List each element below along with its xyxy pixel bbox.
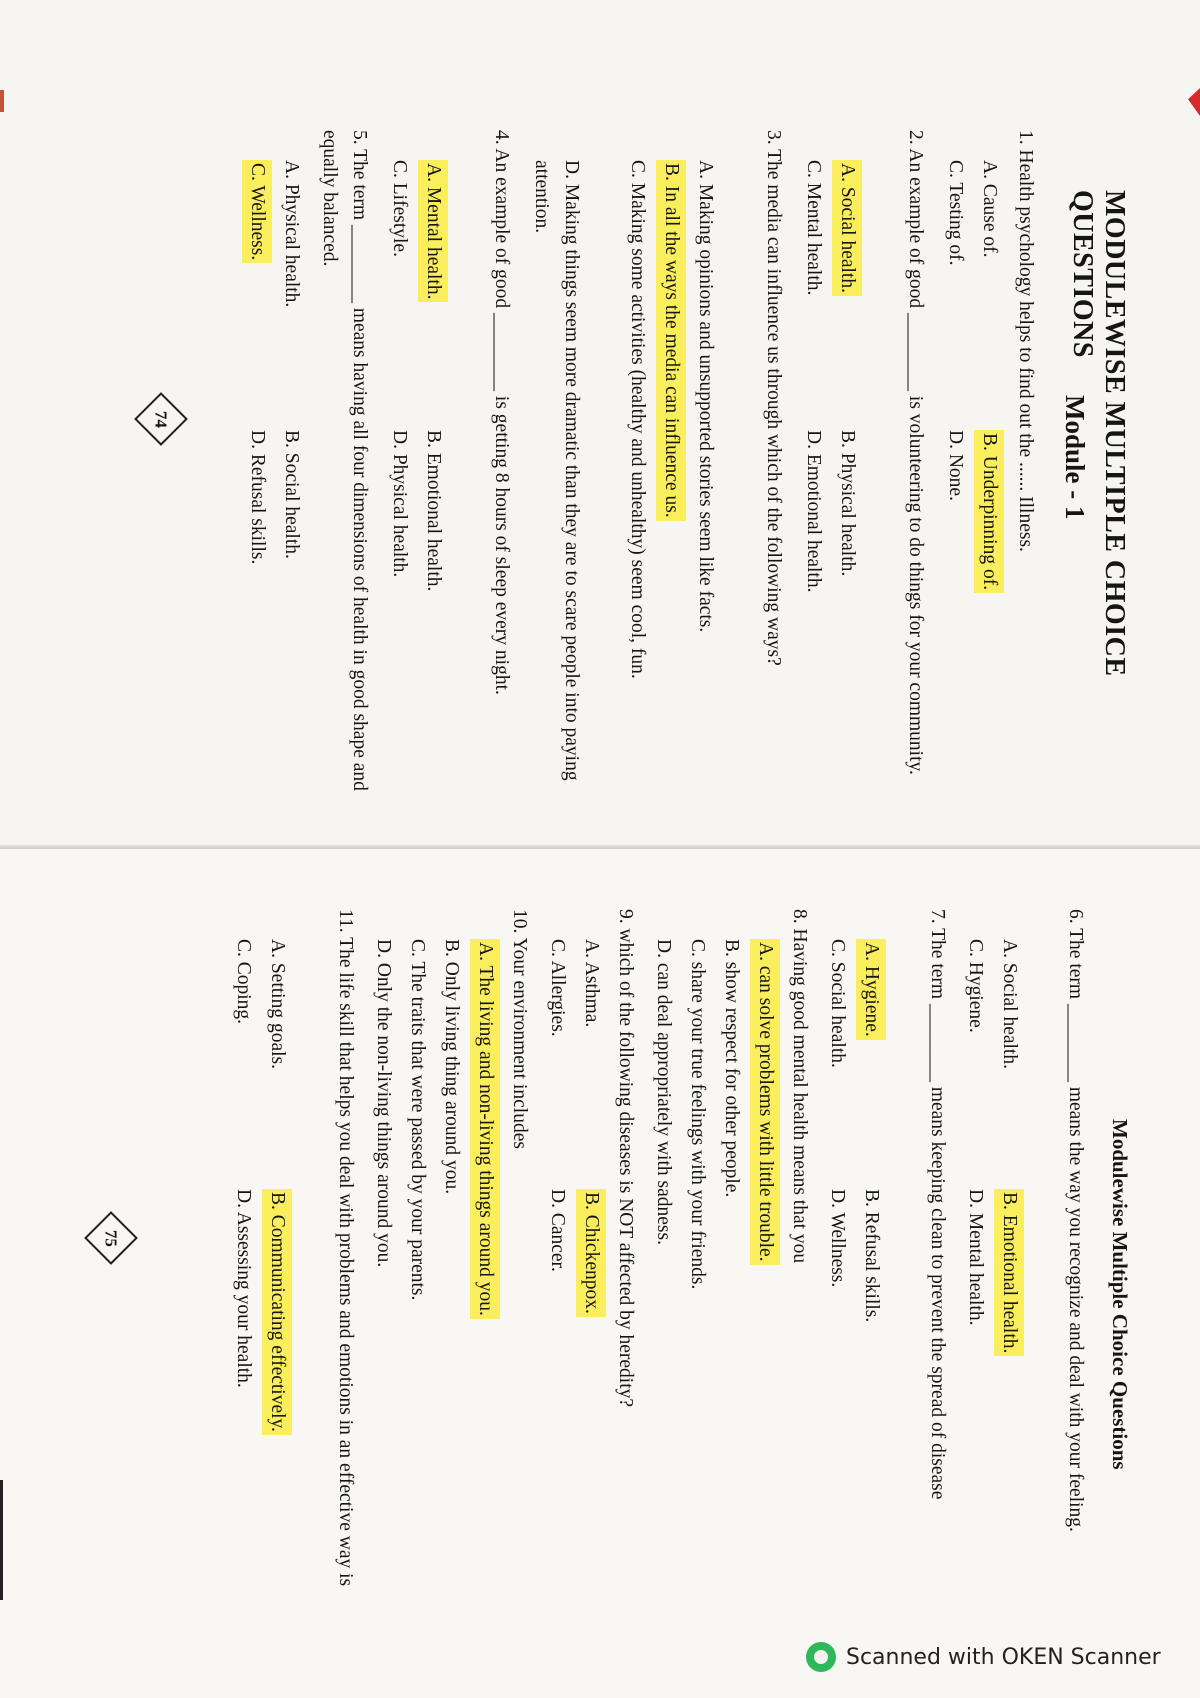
option-9b-answer: B. Chickenpox. — [576, 1189, 606, 1317]
option-1b-answer: B. Underpinning of. — [974, 430, 1004, 593]
question-10: 10. Your environment includes — [509, 909, 530, 1149]
option-5d: D. Refusal skills. — [247, 430, 268, 565]
option-6a: A. Social health. — [999, 939, 1020, 1069]
option-9a: A. Asthma. — [581, 939, 602, 1028]
option-6d: D. Mental health. — [965, 1189, 986, 1326]
option-7c: C. Social health. — [827, 939, 848, 1068]
option-10c: C. The traits that were passed by your parents. — [407, 939, 428, 1301]
option-11a: A. Setting goals. — [267, 939, 288, 1069]
option-8b: B. show respect for other people. — [721, 939, 742, 1198]
option-8a-answer: A. can solve problems with little trouble. — [750, 939, 780, 1265]
option-11d: D. Assessing your health. — [233, 1189, 254, 1388]
right-page — [0, 849, 1200, 1698]
question-2: 2. An example of good ________ is volunteering to do things for your community. — [905, 130, 926, 775]
option-1d: D. None. — [945, 430, 966, 501]
scanner-watermark — [806, 1642, 1161, 1672]
question-3: 3. The media can influence us through which of the following ways? — [763, 130, 784, 666]
option-2b: B. Physical health. — [837, 430, 858, 577]
option-1a: A. Cause of. — [979, 160, 1000, 258]
scanner-logo-icon — [806, 1642, 836, 1672]
option-5b: B. Social health. — [281, 430, 302, 559]
option-4c: C. Lifestyle. — [389, 160, 410, 257]
page-edge-line — [0, 1480, 3, 1600]
option-3b-answer: B. In all the ways the media can influence us. — [656, 160, 686, 521]
option-9c: C. Allergies. — [547, 939, 568, 1037]
option-2c: C. Mental health. — [803, 160, 824, 296]
question-11: 11. The life skill that helps you deal with problems and emotions in an effective way is — [335, 909, 356, 1587]
option-7d: D. Wellness. — [827, 1189, 848, 1288]
option-5a: A. Physical health. — [281, 160, 302, 308]
option-7b: B. Refusal skills. — [861, 1189, 882, 1323]
option-4d: D. Physical health. — [389, 430, 410, 578]
question-7: 7. The term ________ means keeping clean to prevent the spread of disease — [927, 909, 948, 1500]
option-7a-answer: A. Hygiene. — [856, 939, 886, 1040]
option-2a-answer: A. Social health. — [832, 160, 862, 296]
option-1c: C. Testing of. — [945, 160, 966, 266]
option-9d: D. Cancer. — [547, 1189, 568, 1272]
running-head: Modulewise Multiple Choice Questions — [1108, 1119, 1132, 1470]
option-10d: D. Only the non-living things around you. — [373, 939, 394, 1268]
option-3d: D. Making things seem more dramatic than they are to scare people into paying attention. — [531, 160, 582, 781]
question-6: 6. The term ________ means the way you recognize and deal with your feeling. — [1065, 909, 1086, 1532]
question-4: 4. An example of good ________ is getting 8 hours of sleep every night. — [491, 130, 512, 695]
option-4b: B. Emotional health. — [423, 430, 444, 592]
option-2d: D. Emotional health. — [803, 430, 824, 593]
page-number-left: 74 — [134, 392, 188, 446]
question-5: 5. The term ________ means having all four dimensions of health in good shape and equally balanced. — [319, 130, 370, 791]
question-9: 9. which of the following diseases is NOT affected by heredity? — [615, 909, 636, 1408]
question-8: 8. Having good mental health means that you — [789, 909, 810, 1264]
question-1: 1. Health psychology helps to find out the ...... Illness. — [1015, 130, 1036, 552]
option-6c: C. Hygiene. — [965, 939, 986, 1033]
scanner-text: Scanned with OKEN Scanner — [846, 1644, 1161, 1670]
page-heading: MODULEWISE MULTIPLE CHOICE QUESTIONS — [1067, 190, 1130, 677]
option-3c: C. Making some activities (healthy and unhealthy) seem cool, fun. — [627, 160, 648, 679]
option-11b-answer: B. Communicating effectively. — [262, 1189, 292, 1435]
red-edge-mark — [0, 90, 4, 112]
option-10b: B. Only living thing around you. — [441, 939, 462, 1195]
option-5c-answer: C. Wellness. — [242, 160, 272, 263]
module-title: Module - 1 — [1060, 395, 1090, 520]
option-10a-answer: A. The living and non-living things around you. — [470, 939, 500, 1319]
page-number-right: 75 — [84, 1211, 138, 1265]
option-4a-answer: A. Mental health. — [418, 160, 448, 302]
option-11c: C. Coping. — [233, 939, 254, 1025]
option-6b-answer: B. Emotional health. — [994, 1189, 1024, 1356]
option-3a: A. Making opinions and unsupported stories seem like facts. — [695, 160, 716, 633]
option-8d: D. can deal appropriately with sadness. — [653, 939, 674, 1245]
option-8c: C. share your true feelings with your friends. — [687, 939, 708, 1290]
